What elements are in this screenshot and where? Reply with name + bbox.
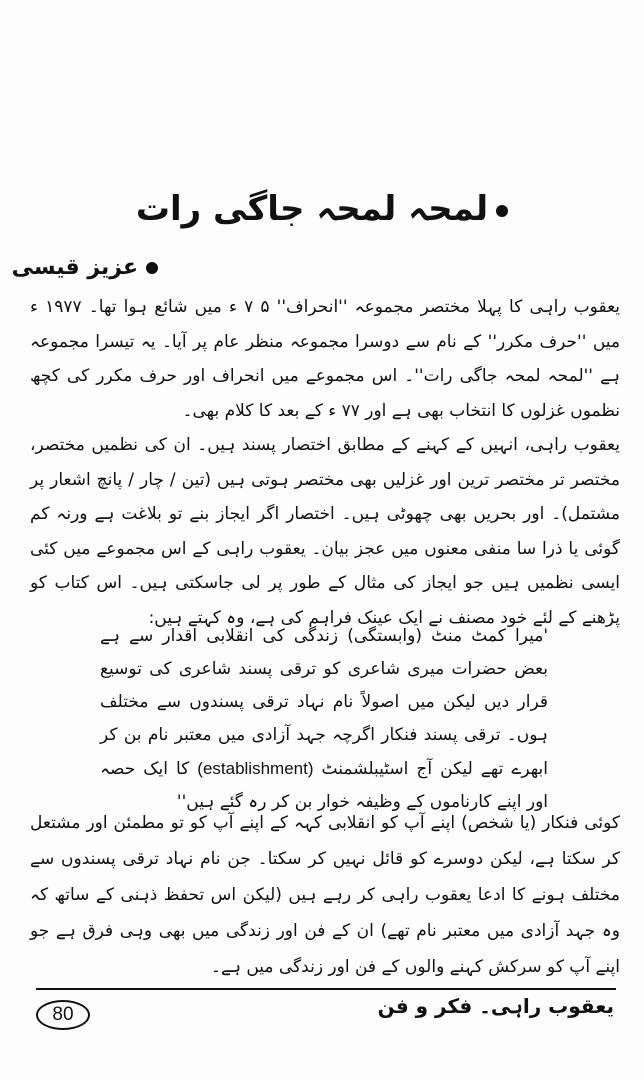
footer-divider [36, 988, 616, 990]
quote-after: کا ایک حصہ اور اپنے کارناموں کے وظیفہ خوار بن کر رہ گئے ہیں'' [100, 759, 548, 812]
quote-text [100, 620, 548, 819]
bullet-icon [496, 205, 508, 217]
bullet-icon [146, 262, 158, 274]
quote-english-term: (establishment) [197, 759, 314, 778]
author-byline [12, 255, 158, 280]
closing-paragraph: کوئی فنکار (یا شخص) اپنے آپ کو انقلابی کہہ کے اپنے آپ کو تو مطمئن اور مشتعل کر سکتا ہے، لیکن دوسرے کو قائل نہیں کر سکتا۔ جن نام نہاد ترقی پسندوں سے مختلف ہونے کا ادعا یعقوب راہی کر رہے ہیں (لیکن اس تحفظ ذہنی کے ساتھ کہ وہ جہد آزادی میں معتبر نام تھے) ان کے فن اور زندگی میں بھی وہی فرق ہے جو اپنے آپ کو سرکش کہنے والوں کے فن اور زندگی میں ہے۔ [30, 813, 620, 977]
paragraph-1: یعقوب راہی کا پہلا مختصر مجموعہ ''انحراف'' ۵ ۷ ء میں شائع ہوا تھا۔ ۱۹۷۷ ء میں ''حرف مکرر'' کے نام سے دوسرا مجموعہ منظر عام پر آیا۔ یہ تیسرا مجموعہ ہے ''لمحہ لمحہ جاگی رات''۔ اس مجموعے میں انحراف اور حرف مکرر کی کچھ نظموں غزلوں کا انتخاب بھی ہے اور ۷۷ ء کے بعد کا کلام بھی۔ [30, 297, 620, 421]
chapter-title [0, 188, 644, 229]
author-name: عزیز قیسی [11, 255, 138, 280]
quote-before: 'میرا کمٹ منٹ (وابستگی) زندگی کی انقلابی اقدار سے ہے بعض حضرات میری شاعری کو ترقی پسند شاعری کی توسیع قرار دیں لیکن میں اصولاً نام نہاد ترقی پسندوں سے مختلف ہوں۔ ترقی پسند فنکار اگرچہ جہد آزادی میں معتبر نام بن کر ابھرے تھے لیکن آج اسٹیبلشمنٹ [100, 626, 548, 779]
running-footer-title: یعقوب راہی۔ فکر و فن [377, 994, 614, 1018]
block-quote [100, 620, 548, 819]
page-number: 80 [36, 1000, 90, 1030]
paragraph-2: یعقوب راہی، انہیں کے کہنے کے مطابق اختصار پسند ہیں۔ ان کی نظمیں مختصر، مختصر تر مختصر ترین اور غزلیں بھی مختصر ہوتی ہیں (تین / چار / پانچ اشعار پر مشتمل)۔ اور بحریں بھی چھوٹی ہیں۔ اختصار اگر ایجاز بنے تو بلاغت ہے ورنہ کم گوئی یا ذرا سا منفی معنوں میں عجز بیان۔ یعقوب راہی کے اس مجموعے میں کئی ایسی نظمیں ہیں جو ایجاز کی مثال کے طور پر لی جاسکتی ہیں۔ اس کتاب کو پڑھنے کے لئے خود مصنف نے ایک عینک فراہم کی ہے، وہ کہتے ہیں: [30, 435, 620, 628]
chapter-title-text: لمحہ لمحہ جاگی رات [135, 189, 489, 229]
closing-body [30, 805, 620, 985]
intro-body [30, 290, 620, 635]
